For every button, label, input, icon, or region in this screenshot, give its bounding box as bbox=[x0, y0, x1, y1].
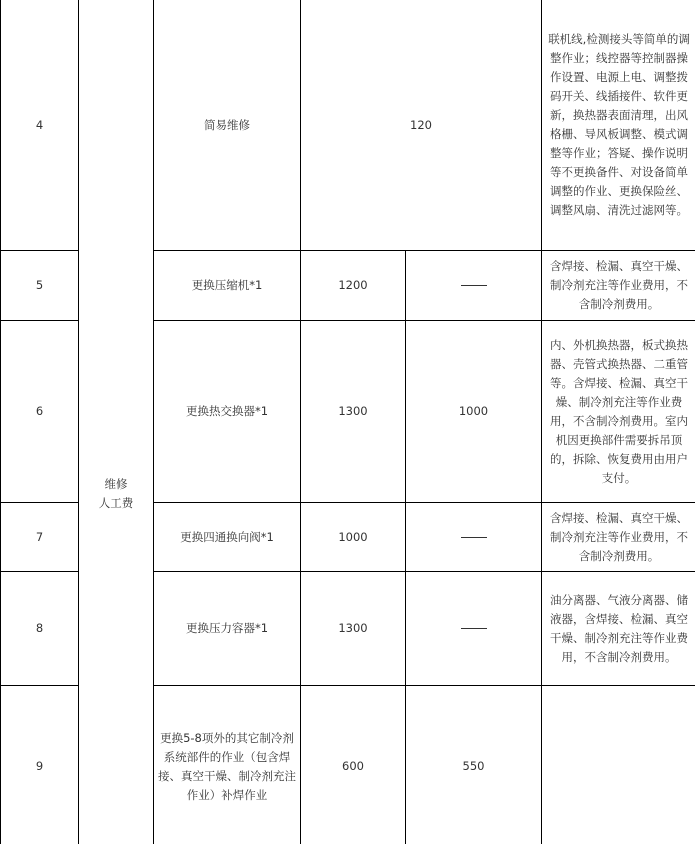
item-note: 联机线,检测接头等简单的调整作业；线控器等控制器操作设置、电源上电、调整拨码开关、线插接件、软件更新，换热器表面清理，出风格栅、导风板调整、模式调整等作业；答疑、操作说明等不更换备件、对设备简单调整的作业、更换保险丝、调整风扇、清洗过滤网等。 bbox=[542, 0, 695, 251]
price-1: 1200 bbox=[301, 251, 406, 321]
price-1: 1300 bbox=[301, 321, 406, 503]
price-merged: 120 bbox=[301, 0, 542, 251]
dash-mark bbox=[461, 285, 487, 286]
category-label-line2: 人工费 bbox=[98, 495, 134, 510]
price-1: 600 bbox=[301, 686, 406, 844]
price-1: 1000 bbox=[301, 503, 406, 572]
dash-mark bbox=[461, 537, 487, 538]
price-2 bbox=[406, 572, 542, 686]
row-number: 9 bbox=[1, 686, 79, 844]
price-2: 550 bbox=[406, 686, 542, 844]
table-row bbox=[1, 0, 695, 251]
item-note: 油分离器、气液分离器、储液器，含焊接、检漏、真空干燥、制冷剂充注等作业费用，不含制冷剂费用。 bbox=[542, 572, 695, 686]
item-note: 内、外机换热器，板式换热器、壳管式换热器、二重管等。含焊接、检漏、真空干燥、制冷剂充注等作业费用，不含制冷剂费用。室内机因更换部件需要拆吊顶的，拆除、恢复费用由用户支付。 bbox=[542, 321, 695, 503]
item-note bbox=[542, 686, 695, 844]
category-label-line1: 维修 bbox=[104, 476, 128, 491]
item-name: 更换压缩机*1 bbox=[154, 251, 301, 321]
price-2 bbox=[406, 251, 542, 321]
price-2 bbox=[406, 503, 542, 572]
item-name: 简易维修 bbox=[154, 0, 301, 251]
price-2: 1000 bbox=[406, 321, 542, 503]
item-name: 更换热交换器*1 bbox=[154, 321, 301, 503]
row-number: 7 bbox=[1, 503, 79, 572]
dash-mark bbox=[461, 628, 487, 629]
price-1: 1300 bbox=[301, 572, 406, 686]
item-note: 含焊接、检漏、真空干燥、制冷剂充注等作业费用，不含制冷剂费用。 bbox=[542, 503, 695, 572]
item-note: 含焊接、检漏、真空干燥、制冷剂充注等作业费用，不含制冷剂费用。 bbox=[542, 251, 695, 321]
row-number: 8 bbox=[1, 572, 79, 686]
row-number: 4 bbox=[1, 0, 79, 251]
row-number: 6 bbox=[1, 321, 79, 503]
row-number: 5 bbox=[1, 251, 79, 321]
category-cell bbox=[79, 0, 154, 844]
item-name: 更换5-8项外的其它制冷剂系统部件的作业（包含焊接、真空干燥、制冷剂充注作业）补焊作业 bbox=[154, 686, 301, 844]
item-name: 更换四通换向阀*1 bbox=[154, 503, 301, 572]
item-name: 更换压力容器*1 bbox=[154, 572, 301, 686]
